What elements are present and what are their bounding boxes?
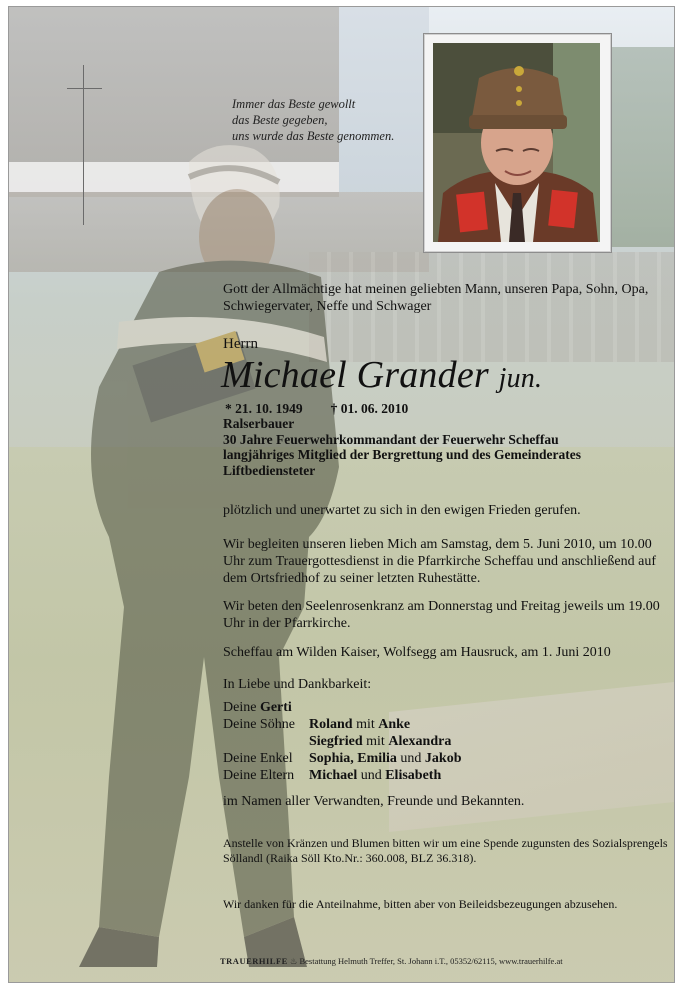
family-row-grandchildren (223, 750, 462, 767)
family-label: Deine Söhne (223, 717, 295, 732)
family-joiner: und (400, 751, 422, 766)
title-line: Ralserbauer (223, 416, 295, 431)
cross-horizontal (67, 88, 102, 89)
family-label: Deine Enkel (223, 751, 293, 766)
deceased-name (221, 353, 542, 401)
family-list (223, 699, 462, 784)
family-row-parents (223, 767, 442, 784)
family-row-sons (223, 716, 411, 733)
name-main: Michael Grander (221, 354, 489, 396)
family-row-sons-2 (223, 733, 452, 750)
family-member: Roland (309, 717, 353, 732)
poem-line-3: uns wurde das Beste genommen. (232, 129, 395, 143)
family-joiner: mit (356, 717, 375, 732)
footer (220, 956, 563, 967)
name-suffix: jun. (498, 363, 543, 394)
footer-text: Bestattung Helmuth Treffer, St. Johann i.T., 05352/62115, www.trauerhilfe.at (299, 956, 563, 966)
birth-date: * 21. 10. 1949 (225, 401, 303, 416)
title-line: Liftbediensteter (223, 462, 316, 478)
family-member: Gerti (259, 700, 292, 715)
memorial-poem (232, 96, 394, 144)
passing-text: plötzlich und unerwartet zu sich in den ewigen Frieden gerufen. (223, 503, 581, 518)
title-line: langjähriges Mitglied der Bergrettung und des Gemeinderates (223, 447, 581, 462)
on-behalf-text: im Namen aller Verwandten, Freunde und Bekannten. (223, 794, 525, 809)
death-date: † 01. 06. 2010 (330, 401, 409, 416)
family-joiner: mit (366, 734, 385, 749)
flame-icon: ♨ (289, 956, 298, 966)
intro-text: Gott der Allmächtige hat meinen geliebten Mann, unseren Papa, Sohn, Opa, Schwiegervater, Neffe und Schwager (223, 282, 649, 314)
portrait-frame (423, 33, 612, 253)
donation-note: Anstelle von Kränzen und Blumen bitten wir um eine Spende zugunsten des Sozialsprengels Söllandl (Raika Söll Kto.Nr.: 360.008, BLZ 36.318). (223, 836, 668, 865)
thanks-note: Wir danken für die Anteilnahme, bitten aber von Beileidsbezeugungen abzusehen. (223, 897, 618, 911)
title-line: 30 Jahre Feuerwehrkommandant der Feuerwehr Scheffau (223, 431, 559, 447)
footer-brand: TRAUERHILFE (220, 956, 288, 966)
family-member: Alexandra (388, 734, 452, 749)
cross-vertical (83, 65, 84, 225)
family-member: Anke (378, 717, 411, 732)
family-member: Jakob (424, 751, 462, 766)
portrait-photo (433, 43, 600, 242)
gratitude-heading: In Liebe und Dankbarkeit: (223, 677, 372, 692)
family-label: Deine (223, 700, 257, 715)
family-member: Sophia, Emilia (309, 751, 397, 766)
family-member: Michael (309, 768, 358, 783)
place-date-text: Scheffau am Wilden Kaiser, Wolfsegg am Hausruck, am 1. Juni 2010 (223, 645, 611, 660)
family-joiner: und (360, 768, 382, 783)
funeral-text: Wir begleiten unseren lieben Mich am Samstag, dem 5. Juni 2010, um 10.00 Uhr zum Trauergottesdienst in die Pfarrkirche Scheffau und anschließend auf dem Ortsfriedhof zu seiner letzten Ruhestätte. (223, 537, 656, 586)
poem-line-2: das Beste gegeben, (232, 113, 328, 127)
life-dates (225, 401, 408, 417)
family-row-wife (223, 699, 292, 716)
poem-line-1: Immer das Beste gewollt (232, 97, 356, 111)
family-member: Siegfried (309, 734, 363, 749)
salutation: Herrn (223, 336, 258, 352)
titles-list (223, 416, 663, 478)
family-label: Deine Eltern (223, 768, 295, 783)
family-member: Elisabeth (385, 768, 442, 783)
rosary-text: Wir beten den Seelenrosenkranz am Donnerstag und Freitag jeweils um 19.00 Uhr in der Pfarrkirche. (223, 599, 660, 631)
